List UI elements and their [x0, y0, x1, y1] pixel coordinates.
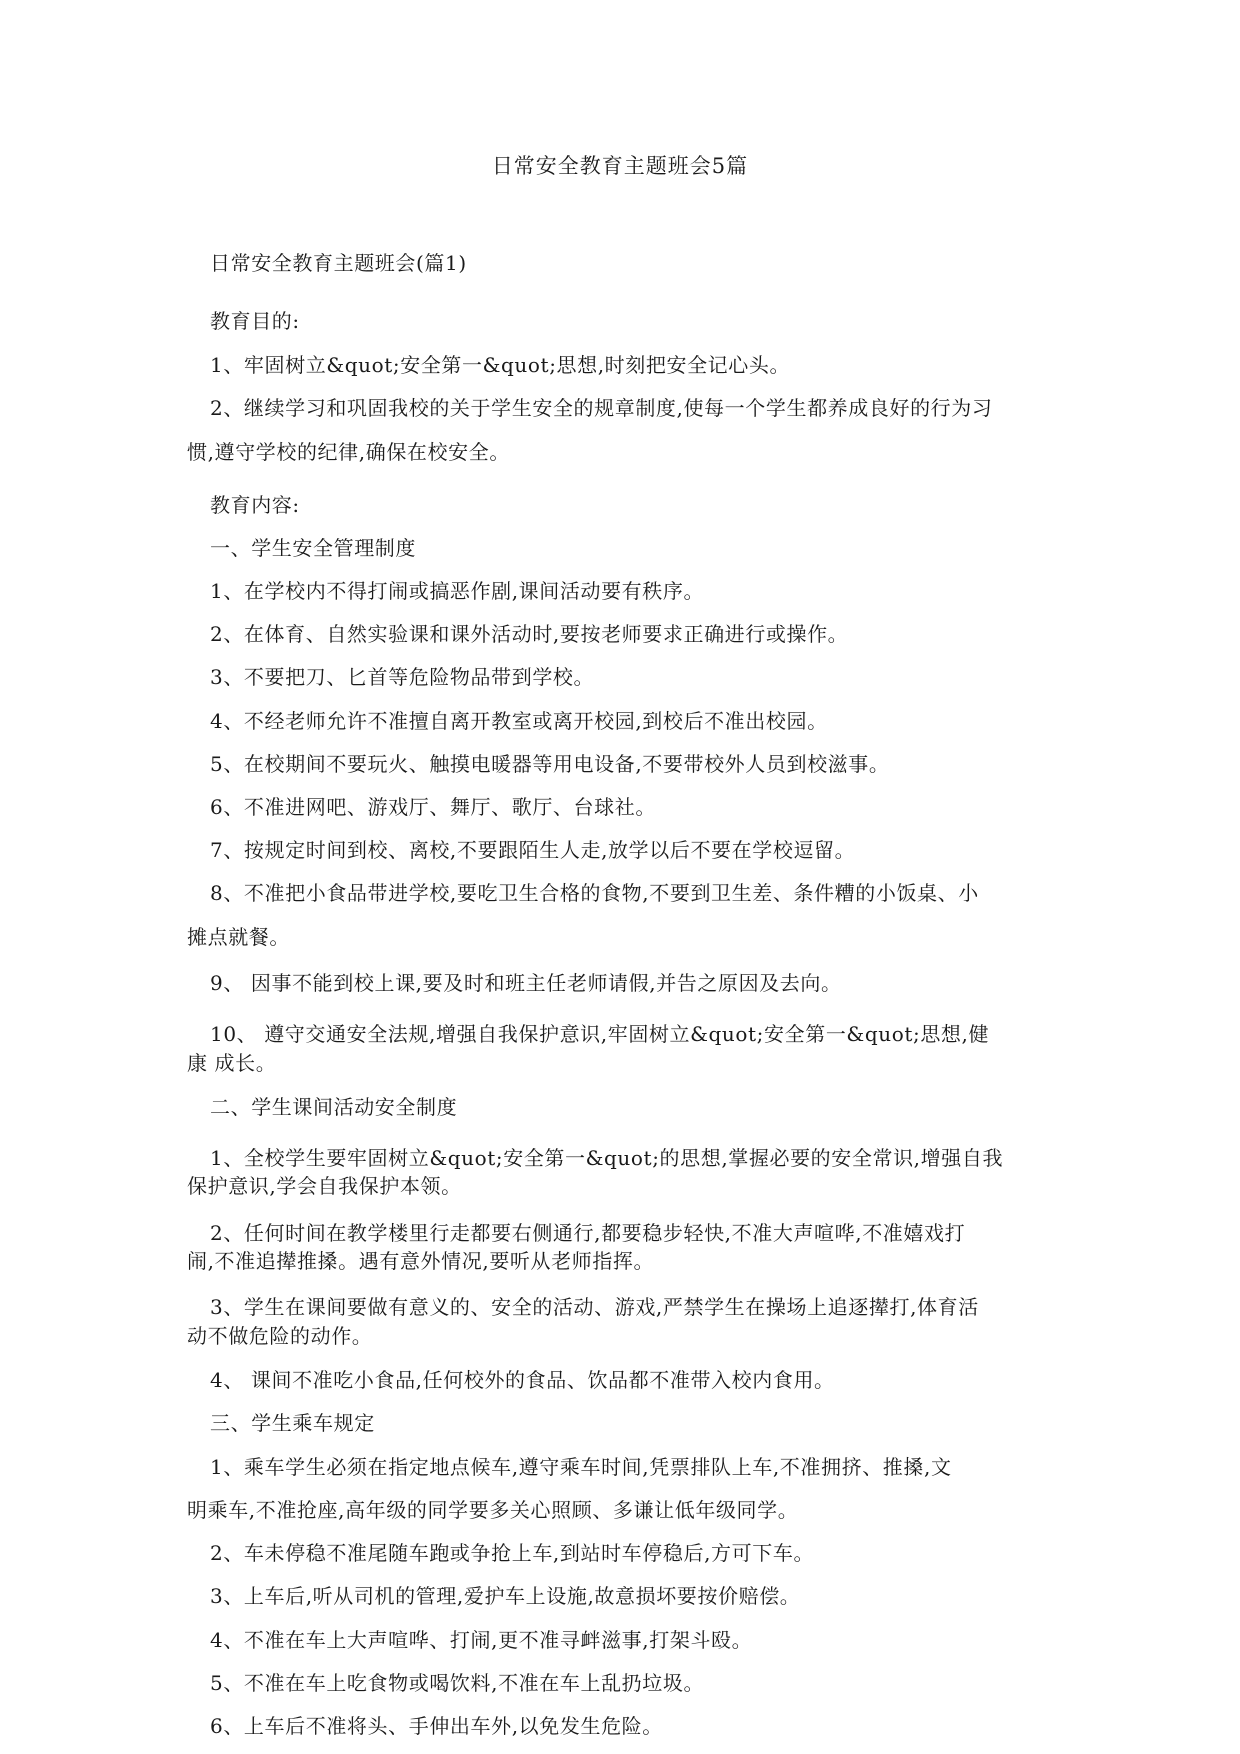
goal-item-continued: 惯,遵守学校的纪律,确保在校安全。	[187, 440, 510, 464]
list-item: 4、 课间不准吃小食品,任何校外的食品、饮品都不准带入校内食用。	[210, 1368, 835, 1392]
list-item: 7、按规定时间到校、离校,不要跟陌生人走,放学以后不要在学校逗留。	[210, 838, 856, 862]
list-item-continued: 动不做危险的动作。	[187, 1324, 373, 1348]
list-item: 1、乘车学生必须在指定地点候车,遵守乘车时间,凭票排队上车,不准拥挤、推搡,文	[210, 1455, 952, 1479]
list-item: 2、车未停稳不准尾随车跑或争抢上车,到站时车停稳后,方可下车。	[210, 1541, 815, 1565]
list-item: 2、在体育、自然实验课和课外活动时,要按老师要求正确进行或操作。	[210, 622, 849, 646]
subsection-title: 二、学生课间活动安全制度	[210, 1095, 458, 1119]
list-item: 1、在学校内不得打闹或搞恶作剧,课间活动要有秩序。	[210, 579, 705, 603]
list-item-continued: 保护意识,学会自我保护本领。	[187, 1174, 462, 1198]
list-item-continued: 闹,不准追撵推搡。遇有意外情况,要听从老师指挥。	[187, 1249, 655, 1273]
goal-item: 1、牢固树立&quot;安全第一&quot;思想,时刻把安全记心头。	[210, 353, 791, 377]
subsection-title: 三、学生乘车规定	[210, 1411, 375, 1435]
list-item-continued: 康 成长。	[187, 1051, 277, 1075]
list-item-continued: 摊点就餐。	[187, 925, 290, 949]
list-item: 9、 因事不能到校上课,要及时和班主任老师请假,并告之原因及去向。	[210, 971, 842, 995]
list-item: 8、不准把小食品带进学校,要吃卫生合格的食物,不要到卫生差、条件糟的小饭桌、小	[210, 881, 979, 905]
subsection-title: 一、学生安全管理制度	[210, 536, 416, 560]
list-item: 6、上车后不准将头、手伸出车外,以免发生危险。	[210, 1714, 663, 1738]
goal-item: 2、继续学习和巩固我校的关于学生安全的规章制度,使每一个学生都养成良好的行为习	[210, 396, 993, 420]
list-item: 1、全校学生要牢固树立&quot;安全第一&quot;的思想,掌握必要的安全常识,增强自我	[210, 1146, 1004, 1170]
list-item: 3、不要把刀、匕首等危险物品带到学校。	[210, 665, 595, 689]
list-item: 4、不经老师允许不准擅自离开教室或离开校园,到校后不准出校园。	[210, 709, 828, 733]
list-item: 2、任何时间在教学楼里行走都要右侧通行,都要稳步轻快,不准大声喧哗,不准嬉戏打	[210, 1221, 966, 1245]
list-item: 5、在校期间不要玩火、触摸电暖器等用电设备,不要带校外人员到校滋事。	[210, 752, 890, 776]
goal-label: 教育目的:	[210, 309, 300, 333]
list-item: 6、不准进网吧、游戏厅、舞厅、歌厅、台球社。	[210, 795, 656, 819]
list-item: 4、不准在车上大声喧哗、打闹,更不准寻衅滋事,打架斗殴。	[210, 1628, 753, 1652]
list-item: 5、不准在车上吃食物或喝饮料,不准在车上乱扔垃圾。	[210, 1671, 705, 1695]
document-title: 日常安全教育主题班会5篇	[491, 154, 749, 178]
section-heading: 日常安全教育主题班会(篇1)	[210, 251, 467, 275]
list-item: 3、上车后,听从司机的管理,爱护车上设施,故意损坏要按价赔偿。	[210, 1584, 801, 1608]
list-item-continued: 明乘车,不准抢座,高年级的同学要多关心照顾、多谦让低年级同学。	[187, 1498, 799, 1522]
list-item: 10、 遵守交通安全法规,增强自我保护意识,牢固树立&quot;安全第一&quot;思想,健	[210, 1022, 990, 1046]
content-label: 教育内容:	[210, 493, 300, 517]
list-item: 3、学生在课间要做有意义的、安全的活动、游戏,严禁学生在操场上追逐撵打,体育活	[210, 1295, 979, 1319]
